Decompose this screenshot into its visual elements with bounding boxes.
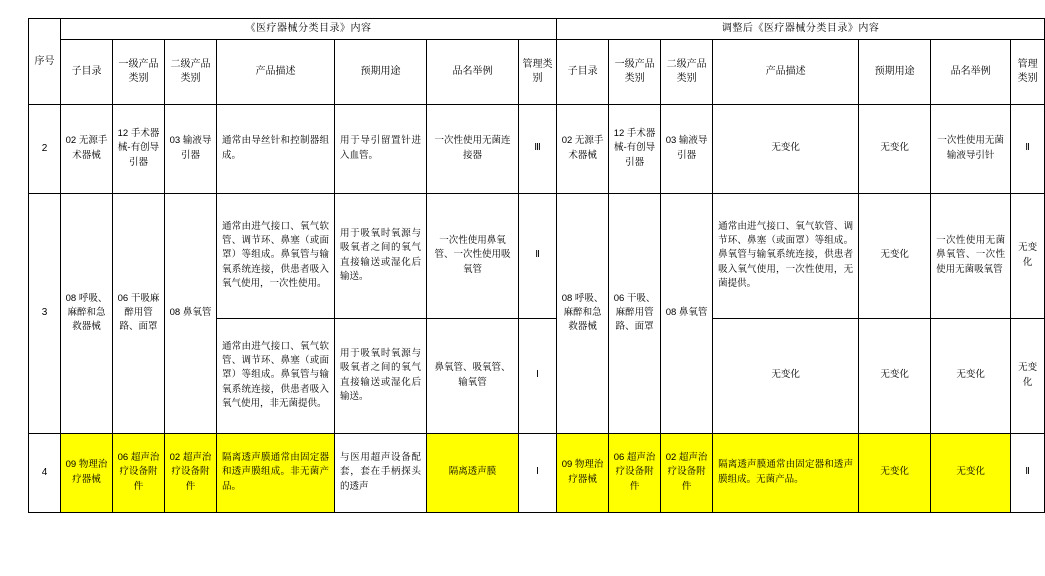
text: 03 输液导引器 [665,135,708,161]
table-row [29,104,1045,193]
cell-left-description [217,193,335,318]
cell-right-level2 [661,433,713,512]
text: 08 鼻氧管 [665,306,708,318]
text: 03 输液导引器 [169,135,212,161]
header-right-sub-catalog: 子目录 [557,39,609,104]
cell-right-description [713,104,859,193]
text: 一次性使用无菌鼻氧管、一次性使用无菌吸氧管 [936,235,1006,275]
text: 通常由导丝针和控制器组成。 [222,135,329,161]
text: 12 手术器械-有创导引器 [613,128,656,168]
cell-left-intended-use [335,104,427,193]
text: 无变化 [933,465,1008,479]
text: 无变化 [1018,242,1038,268]
text: 用于吸氧时氧源与吸氧者之间的氧气直接输送或湿化后输送。 [340,348,421,402]
cell-right-sub-catalog [557,433,609,512]
text: 通常由进气接口、氧气软管、调节环、鼻塞（或面罩）等组成。鼻氧管与输氧系统连接，供患者吸入氧气使用，一次性使用，无菌提供。 [718,220,854,289]
cell-left-example [427,104,519,193]
text: 12 手术器械-有创导引器 [117,128,160,168]
text: Ⅱ [535,249,540,261]
cell-left-category [519,433,557,512]
text: 02 无源手术器械 [65,135,108,161]
document-page [0,18,1038,576]
text: 08 鼻氧管 [169,306,212,318]
cell-right-example [931,318,1011,433]
text: 09 物理治疗器械 [63,458,110,487]
text: Ⅲ [534,142,541,154]
cell-left-category [519,193,557,318]
text: 一次性使用无菌输液导引针 [937,135,1004,161]
cell-right-description [713,318,859,433]
cell-left-level2 [165,193,217,433]
table-column-header-row [29,39,1045,104]
cell-right-category [1011,318,1045,433]
cell-left-description [217,104,335,193]
cell-right-sub-catalog [557,193,609,433]
header-left-group: 《医疗器械分类目录》内容 [61,19,557,40]
cell-right-level2 [661,104,713,193]
header-left-description: 产品描述 [217,39,335,104]
header-right-level1: 一级产品类别 [609,39,661,104]
cell-right-category [1011,104,1045,193]
cell-left-intended-use [335,318,427,433]
header-left-sub-catalog: 子目录 [61,39,113,104]
row-seq: 4 [29,433,61,512]
text: 隔离透声膜通常由固定器和透声膜组成。无菌产品。 [715,458,856,487]
cell-left-intended-use [335,193,427,318]
text: 02 无源手术器械 [561,135,604,161]
cell-right-description [713,193,859,318]
header-left-intended-use: 预期用途 [335,39,427,104]
text: 无变化 [956,369,985,381]
text: Ⅱ [1025,142,1030,154]
header-left-level2: 二级产品类别 [165,39,217,104]
header-right-example: 品名举例 [931,39,1011,104]
text: 鼻氧管、吸氧管、输氧管 [434,362,511,388]
row-seq: 3 [29,193,61,433]
cell-left-category [519,318,557,433]
text: 无变化 [771,142,800,154]
header-right-description: 产品描述 [713,39,859,104]
text: 隔离透声膜通常由固定器和透声膜组成。非无菌产品。 [219,451,332,494]
text: 与医用超声设备配套，套在手柄探头的透声 [340,452,421,492]
text: Ⅱ [1025,466,1030,478]
cell-left-level2 [165,433,217,512]
text: 无变化 [861,465,928,479]
text: 无变化 [1018,362,1038,388]
text: 无变化 [880,142,909,154]
text: 无变化 [771,369,800,381]
text: Ⅰ [536,369,539,381]
cell-left-level2 [165,104,217,193]
text: 一次性使用无菌连接器 [434,135,511,161]
cell-left-example [427,433,519,512]
header-right-level2: 二级产品类别 [661,39,713,104]
cell-left-intended-use [335,433,427,512]
header-left-example: 品名举例 [427,39,519,104]
cell-right-category [1011,433,1045,512]
cell-left-category [519,104,557,193]
cell-right-level1 [609,193,661,433]
cell-left-sub-catalog [61,104,113,193]
cell-left-level1 [113,193,165,433]
text: 06 干吸麻醉用管路、面罩 [117,292,160,333]
cell-left-example [427,318,519,433]
classification-catalog-table [28,18,1045,513]
text: 08 呼吸、麻醉和急救器械 [561,292,604,333]
cell-right-intended-use [859,433,931,512]
text: 用于导引留置针进入血管。 [340,135,421,161]
cell-right-example [931,104,1011,193]
text: 06 干吸、麻醉用管路、面罩 [613,292,656,333]
cell-left-description [217,433,335,512]
header-right-group: 调整后《医疗器械分类目录》内容 [557,19,1045,40]
cell-left-level1 [113,433,165,512]
cell-right-intended-use [859,193,931,318]
header-left-level1: 一级产品类别 [113,39,165,104]
text: 无变化 [880,249,909,261]
text: 无变化 [880,369,909,381]
table-row [29,193,1045,318]
table-row [29,433,1045,512]
header-seq: 序号 [29,19,61,105]
cell-right-intended-use [859,104,931,193]
cell-right-level1 [609,433,661,512]
cell-left-description [217,318,335,433]
text: 09 物理治疗器械 [559,458,606,487]
text: 02 超声治疗设备附件 [167,451,214,494]
text: 隔离透声膜 [429,465,516,479]
text: 用于吸氧时氧源与吸氧者之间的氧气直接输送或湿化后输送。 [340,228,421,282]
table-group-header-row [29,19,1045,40]
cell-left-sub-catalog [61,433,113,512]
cell-left-example [427,193,519,318]
text: 08 呼吸、麻醉和急救器械 [65,292,108,333]
header-left-category: 管理类别 [519,39,557,104]
cell-right-sub-catalog [557,104,609,193]
row-seq: 2 [29,104,61,193]
text: 06 超声治疗设备附件 [115,451,162,494]
text: 通常由进气接口、氧气软管、调节环、鼻塞（或面罩）等组成。鼻氧管与输氧系统连接，供患者吸入氧气使用，一次性使用。 [222,220,329,289]
cell-right-example [931,193,1011,318]
text: 06 超声治疗设备附件 [611,451,658,494]
cell-right-description [713,433,859,512]
cell-right-intended-use [859,318,931,433]
text: 一次性使用鼻氧管、一次性使用吸氧管 [434,235,511,275]
text: 02 超声治疗设备附件 [663,451,710,494]
cell-right-level1 [609,104,661,193]
cell-right-level2 [661,193,713,433]
cell-left-level1 [113,104,165,193]
cell-right-example [931,433,1011,512]
header-right-category: 管理类别 [1011,39,1045,104]
cell-right-category [1011,193,1045,318]
text: Ⅰ [536,466,539,478]
cell-left-sub-catalog [61,193,113,433]
text: 通常由进气接口、氧气软管、调节环、鼻塞（或面罩）等组成。鼻氧管与输氧系统连接，供患者吸入氧气使用，非无菌提供。 [222,340,329,409]
header-right-intended-use: 预期用途 [859,39,931,104]
